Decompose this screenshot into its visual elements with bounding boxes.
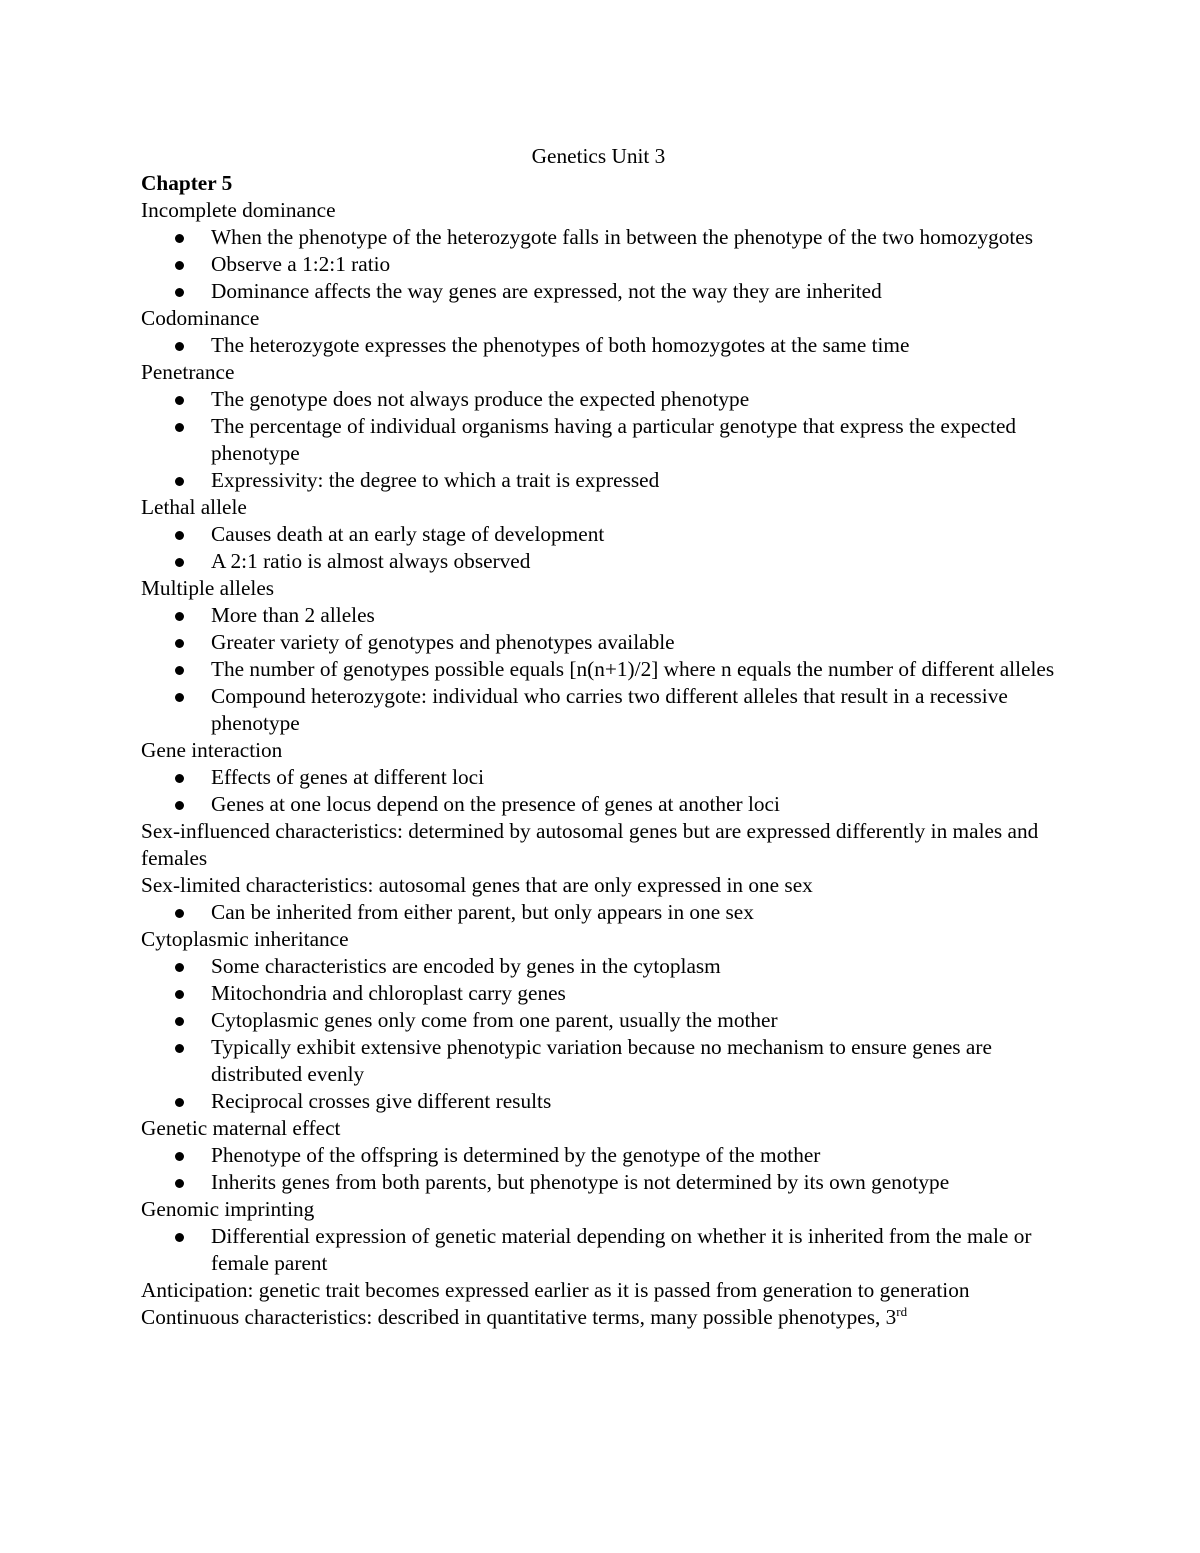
final-line-superscript: rd [896,1304,908,1319]
bullet-list [141,602,1071,737]
bullet-list [141,953,1071,1115]
list-item [141,791,1071,818]
list-item-text: When the phenotype of the heterozygote falls in between the phenotype of the two homozygotes [211,225,1034,249]
final-line-text: Continuous characteristics: described in quantitative terms, many possible phenotypes, 3 [141,1305,897,1329]
section-heading: Gene interaction [141,738,283,762]
list-item [141,656,1071,683]
bullet-list [141,1142,1071,1196]
chapter-heading: Chapter 5 [141,171,233,195]
list-item [141,683,1071,737]
bullet-icon [175,801,184,810]
bullet-list [141,1223,1071,1277]
list-item-text: The genotype does not always produce the expected phenotype [211,387,750,411]
list-item [141,629,1071,656]
list-item-text: Observe a 1:2:1 ratio [211,252,391,276]
list-item-text: The heterozygote expresses the phenotypes of both homozygotes at the same time [211,333,910,357]
bullet-icon [175,639,184,648]
bullet-list [141,386,1071,494]
list-item [141,1034,1071,1088]
list-item-text: Can be inherited from either parent, but only appears in one sex [211,900,754,924]
list-item [141,1142,1071,1169]
list-item [141,386,1071,413]
section-heading: Lethal allele [141,495,247,519]
final-line [141,1304,1071,1331]
list-item-text: Inherits genes from both parents, but phenotype is not determined by its own genotype [211,1170,950,1194]
list-item-text: The number of genotypes possible equals [n(n+1)/2] where n equals the number of different alleles [211,657,1055,681]
list-item-text: Mitochondria and chloroplast carry genes [211,981,566,1005]
list-item-text: Compound heterozygote: individual who carries two different alleles that result in a recessive phenotype [211,684,1008,735]
section-heading: Codominance [141,306,260,330]
bullet-icon [175,1017,184,1026]
bullet-icon [175,234,184,243]
list-item [141,548,1071,575]
section-heading: Genetic maternal effect [141,1116,341,1140]
list-item-text: Effects of genes at different loci [211,765,485,789]
section-heading: Genomic imprinting [141,1197,315,1221]
bullet-icon [175,1179,184,1188]
bullet-icon [175,423,184,432]
section-heading: Penetrance [141,360,235,384]
bullet-icon [175,531,184,540]
bullet-icon [175,1098,184,1107]
list-item [141,953,1071,980]
list-item-text: Greater variety of genotypes and phenotypes available [211,630,675,654]
bullet-icon [175,477,184,486]
bullet-list [141,899,1071,926]
list-item [141,1088,1071,1115]
list-item-text: Dominance affects the way genes are expressed, not the way they are inherited [211,279,882,303]
bullet-icon [175,666,184,675]
section-heading: Cytoplasmic inheritance [141,927,349,951]
list-item [141,413,1071,467]
bullet-icon [175,342,184,351]
bullet-icon [175,1152,184,1161]
list-item [141,1169,1071,1196]
bullet-icon [175,261,184,270]
section-heading: Sex-limited characteristics: autosomal genes that are only expressed in one sex [141,873,813,897]
bullet-list [141,521,1071,575]
list-item-text: Differential expression of genetic material depending on whether it is inherited from the male or female parent [211,1224,1032,1275]
list-item [141,602,1071,629]
bullet-icon [175,909,184,918]
section-heading: Anticipation: genetic trait becomes expressed earlier as it is passed from generation to generation [141,1278,970,1302]
bullet-list [141,224,1071,305]
section-heading: Incomplete dominance [141,198,336,222]
list-item-text: Typically exhibit extensive phenotypic variation because no mechanism to ensure genes are distributed evenly [211,1035,992,1086]
list-item-text: The percentage of individual organisms having a particular genotype that express the expected phenotype [211,414,1017,465]
document-body [141,143,1071,1331]
list-item [141,1223,1071,1277]
list-item [141,1007,1071,1034]
bullet-list [141,332,1071,359]
list-item-text: Some characteristics are encoded by genes in the cytoplasm [211,954,721,978]
document-title: Genetics Unit 3 [531,144,666,168]
list-item [141,278,1071,305]
bullet-icon [175,1233,184,1242]
list-item-text: A 2:1 ratio is almost always observed [211,549,531,573]
section-heading: Sex-influenced characteristics: determined by autosomal genes but are expressed differently in males and females [141,819,1039,870]
notes-sections [141,197,1071,1304]
list-item [141,224,1071,251]
list-item [141,332,1071,359]
bullet-icon [175,558,184,567]
list-item [141,467,1071,494]
list-item [141,899,1071,926]
bullet-icon [175,990,184,999]
bullet-icon [175,612,184,621]
list-item-text: Reciprocal crosses give different results [211,1089,552,1113]
list-item-text: Cytoplasmic genes only come from one parent, usually the mother [211,1008,778,1032]
list-item [141,764,1071,791]
list-item [141,980,1071,1007]
bullet-list [141,764,1071,818]
list-item-text: Causes death at an early stage of development [211,522,605,546]
section-heading: Multiple alleles [141,576,275,600]
list-item [141,251,1071,278]
bullet-icon [175,693,184,702]
list-item-text: Expressivity: the degree to which a trait is expressed [211,468,660,492]
bullet-icon [175,396,184,405]
bullet-icon [175,1044,184,1053]
bullet-icon [175,288,184,297]
list-item [141,521,1071,548]
bullet-icon [175,963,184,972]
list-item-text: More than 2 alleles [211,603,375,627]
list-item-text: Genes at one locus depend on the presence of genes at another loci [211,792,780,816]
bullet-icon [175,774,184,783]
list-item-text: Phenotype of the offspring is determined by the genotype of the mother [211,1143,821,1167]
